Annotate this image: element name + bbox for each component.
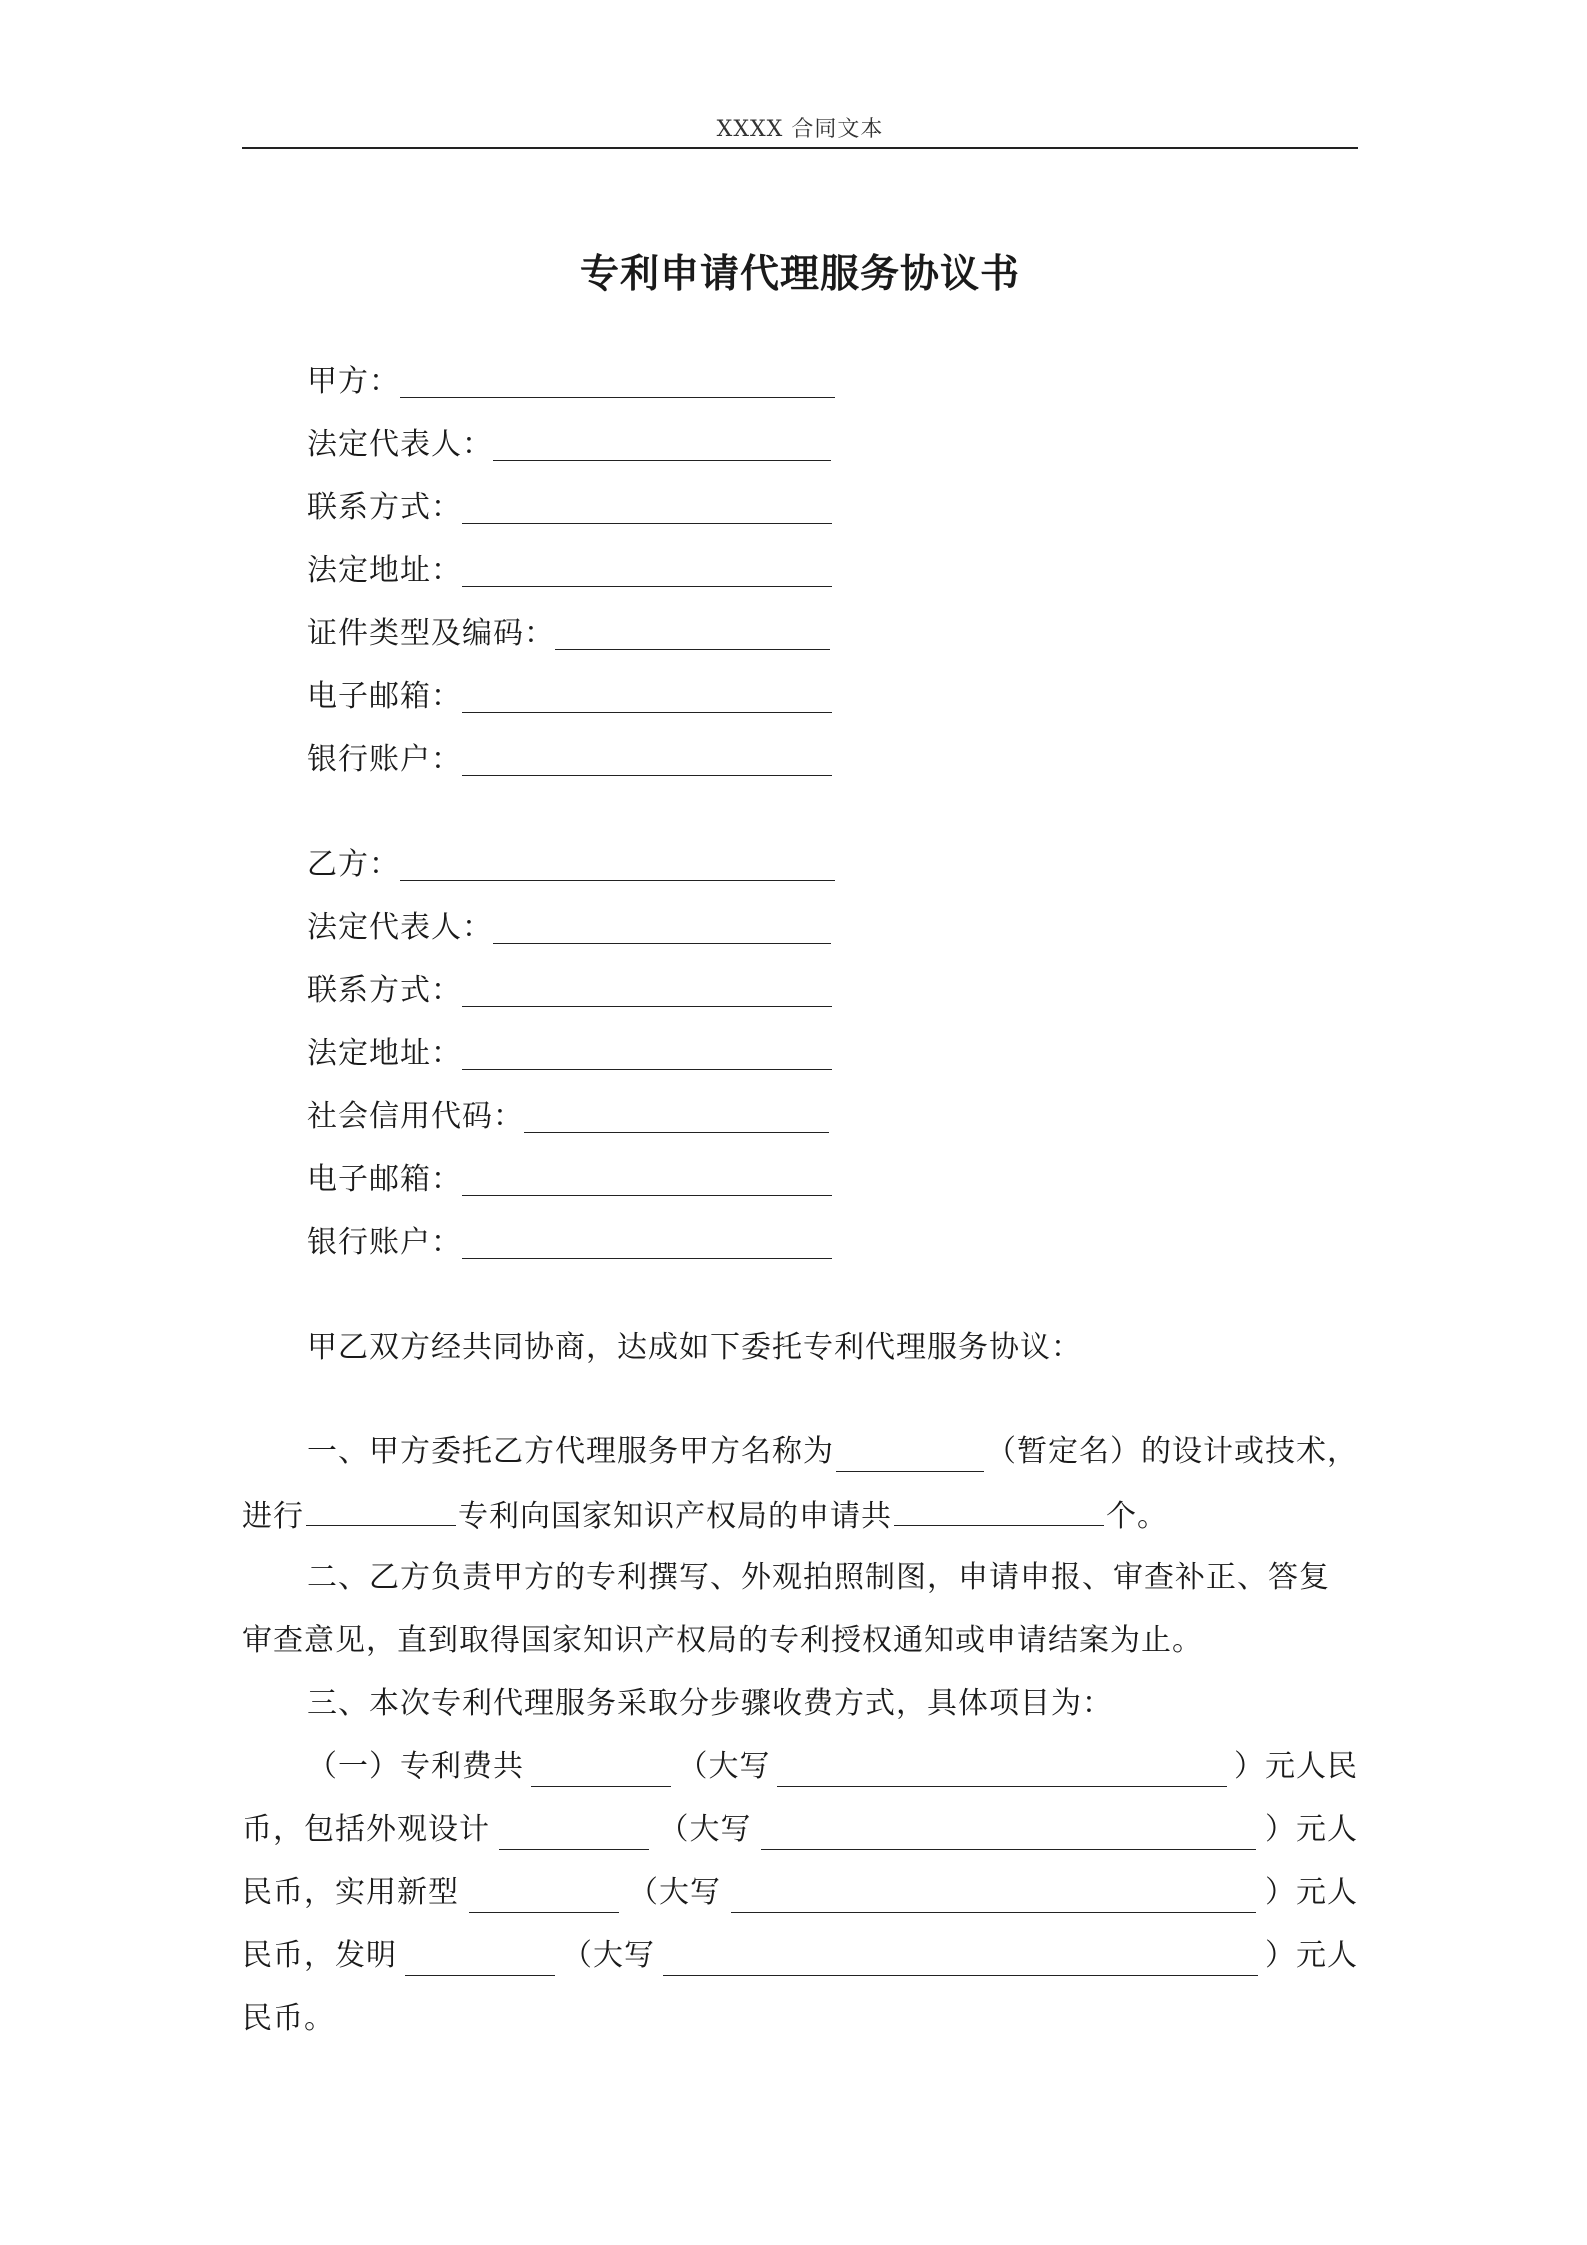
party-b-email-field: [307, 1160, 832, 1200]
party-a-id-field: [307, 614, 830, 654]
fee-invention-blank[interactable]: [405, 1945, 555, 1976]
party-a-contact-label: 联系方式：: [307, 490, 462, 525]
party-b-rep-field: [307, 908, 831, 948]
fee-utility-blank[interactable]: [469, 1882, 619, 1913]
patent-name-blank[interactable]: [836, 1441, 984, 1472]
party-b-name-blank[interactable]: [400, 850, 835, 881]
fee-design-label: 币，包括外观设计: [242, 1812, 490, 1847]
fee-total-line: [307, 1747, 1358, 1787]
party-a-email-field: [307, 677, 832, 717]
party-a-bank-label: 银行账户：: [307, 742, 462, 777]
fee-utility-unit: ）元人: [1265, 1875, 1358, 1910]
party-a-bank-field: [307, 740, 832, 780]
fee-invention-unit: ）元人: [1265, 1938, 1358, 1973]
party-b-email-label: 电子邮箱：: [307, 1162, 462, 1197]
fee-utility-capital-blank[interactable]: [731, 1882, 1256, 1913]
party-b-credit-field: [307, 1097, 829, 1137]
party-b-bank-label: 银行账户：: [307, 1225, 462, 1260]
header-divider: [242, 147, 1358, 149]
fee-design-capital-label: （大写: [658, 1812, 752, 1847]
party-b-rep-label: 法定代表人：: [307, 910, 493, 945]
fee-utility-line: [242, 1873, 1358, 1913]
party-b-address-blank[interactable]: [462, 1039, 832, 1070]
fee-invention-line: [242, 1936, 1358, 1976]
clause-1-text-e: 个。: [1106, 1499, 1168, 1534]
fee-design-unit: ）元人: [1265, 1812, 1358, 1847]
fee-total-capital-label: （大写: [677, 1749, 771, 1784]
clause-1-line-2: [242, 1495, 1358, 1537]
party-b-bank-field: [307, 1223, 832, 1263]
fee-utility-label: 民币，实用新型: [242, 1875, 459, 1910]
party-b-contact-blank[interactable]: [462, 976, 832, 1007]
intro-paragraph: 甲乙双方经共同协商，达成如下委托专利代理服务协议：: [307, 1330, 1082, 1365]
clause-1-line-1: [307, 1432, 1358, 1472]
party-a-name-label: 甲方：: [307, 364, 400, 399]
party-a-name-blank[interactable]: [400, 367, 835, 398]
party-b-bank-blank[interactable]: [462, 1228, 832, 1259]
party-a-contact-blank[interactable]: [462, 493, 832, 524]
party-b-address-label: 法定地址：: [307, 1036, 462, 1071]
clause-1-text-d: 专利向国家知识产权局的申请共: [458, 1499, 892, 1534]
fee-total-unit: ）元人民: [1234, 1749, 1358, 1784]
clause-2-line-2: 审查意见，直到取得国家知识产权局的专利授权通知或申请结案为止。: [242, 1623, 1203, 1658]
fee-design-capital-blank[interactable]: [761, 1819, 1256, 1850]
party-b-name-label: 乙方：: [307, 847, 400, 882]
patent-type-blank[interactable]: [306, 1495, 456, 1526]
party-b-contact-label: 联系方式：: [307, 973, 462, 1008]
document-title: 专利申请代理服务协议书: [579, 251, 1020, 297]
fee-total-blank[interactable]: [531, 1756, 671, 1787]
fee-design-blank[interactable]: [499, 1819, 649, 1850]
fee-utility-capital-label: （大写: [628, 1875, 721, 1910]
party-a-email-label: 电子邮箱：: [307, 679, 462, 714]
clause-2-line-1: [307, 1558, 1358, 1598]
fee-end-line: 民币。: [242, 2001, 335, 2036]
party-a-rep-blank[interactable]: [493, 430, 831, 461]
party-a-rep-field: [307, 425, 831, 465]
clause-1-text-a: 一、甲方委托乙方代理服务甲方名称为: [307, 1434, 834, 1469]
party-a-bank-blank[interactable]: [462, 745, 832, 776]
party-a-rep-label: 法定代表人：: [307, 427, 493, 462]
party-b-credit-label: 社会信用代码：: [307, 1099, 524, 1134]
patent-count-blank[interactable]: [894, 1495, 1104, 1526]
party-a-contact-field: [307, 488, 832, 528]
page-header: XXXX 合同文本: [716, 117, 884, 142]
party-b-credit-blank[interactable]: [524, 1102, 829, 1133]
party-a-email-blank[interactable]: [462, 682, 832, 713]
party-b-contact-field: [307, 971, 832, 1011]
party-b-email-blank[interactable]: [462, 1165, 832, 1196]
fee-total-label: （一）专利费共: [307, 1749, 524, 1784]
clause-2-text-a: 二、乙方负责甲方的专利撰写、外观拍照制图，申请申报、审查补正、答复: [307, 1560, 1330, 1595]
fee-invention-capital-blank[interactable]: [663, 1945, 1258, 1976]
party-b-rep-blank[interactable]: [493, 913, 831, 944]
clause-1-text-b: （暂定名）的设计或技术，: [986, 1434, 1358, 1469]
party-a-address-field: [307, 551, 832, 591]
party-a-id-label: 证件类型及编码：: [307, 616, 555, 651]
party-a-address-label: 法定地址：: [307, 553, 462, 588]
clause-3-line-1: 三、本次专利代理服务采取分步骤收费方式，具体项目为：: [307, 1686, 1113, 1721]
party-b-name-field: [307, 845, 835, 885]
party-b-address-field: [307, 1034, 832, 1074]
fee-design-line: [242, 1810, 1358, 1850]
fee-total-capital-blank[interactable]: [777, 1756, 1227, 1787]
fee-invention-capital-label: （大写: [562, 1938, 655, 1973]
party-a-name-field: [307, 362, 835, 402]
fee-invention-label: 民币，发明: [242, 1938, 397, 1973]
party-a-id-blank[interactable]: [555, 619, 830, 650]
clause-1-text-c: 进行: [242, 1499, 304, 1534]
party-a-address-blank[interactable]: [462, 556, 832, 587]
